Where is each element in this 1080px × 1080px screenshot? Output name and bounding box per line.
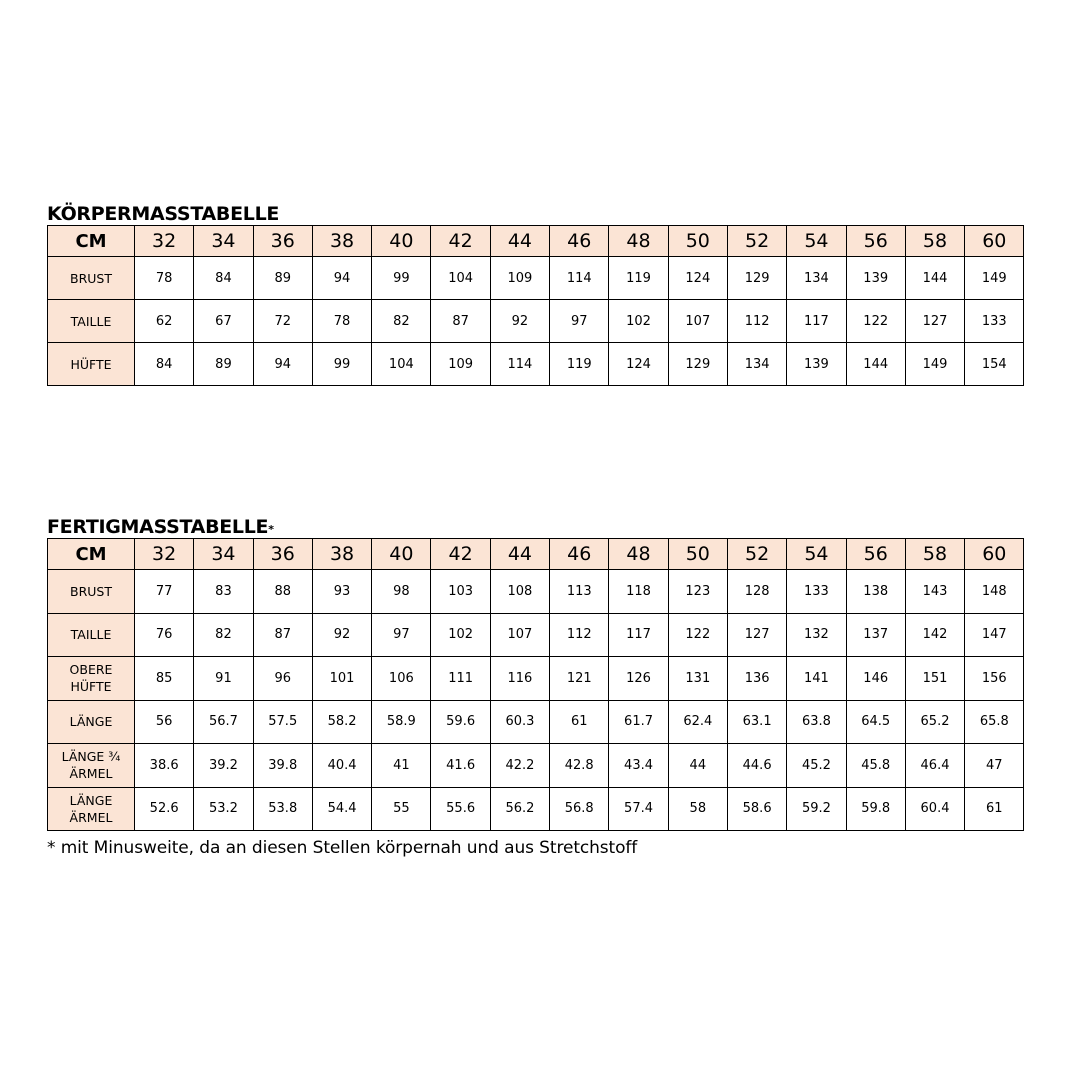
size-header-cell: 36 xyxy=(253,539,312,570)
size-header-cell: 44 xyxy=(490,226,549,257)
row-label-line: LÄNGE xyxy=(69,714,113,730)
size-header-cell: 46 xyxy=(550,226,609,257)
measurement-cell: 119 xyxy=(609,257,668,300)
measurement-cell: 61 xyxy=(965,787,1024,831)
measurement-cell: 148 xyxy=(965,570,1024,614)
measurement-cell: 61.7 xyxy=(609,700,668,744)
size-header-cell: 52 xyxy=(727,539,786,570)
measurement-cell: 124 xyxy=(609,343,668,386)
measurement-cell: 39.8 xyxy=(253,744,312,788)
measurement-cell: 147 xyxy=(965,613,1024,657)
measurement-cell: 102 xyxy=(431,613,490,657)
measurement-cell: 144 xyxy=(846,343,905,386)
measurement-cell: 53.2 xyxy=(194,787,253,831)
measurement-cell: 45.2 xyxy=(787,744,846,788)
measurement-cell: 62.4 xyxy=(668,700,727,744)
size-header-cell: 52 xyxy=(727,226,786,257)
size-header-cell: 34 xyxy=(194,539,253,570)
measurement-cell: 132 xyxy=(787,613,846,657)
measurement-cell: 136 xyxy=(727,657,786,701)
measurement-cell: 112 xyxy=(727,300,786,343)
measurement-cell: 43.4 xyxy=(609,744,668,788)
measurement-cell: 38.6 xyxy=(135,744,194,788)
measurement-cell: 127 xyxy=(905,300,964,343)
measurement-cell: 118 xyxy=(609,570,668,614)
measurement-cell: 82 xyxy=(194,613,253,657)
size-header-cell: 54 xyxy=(787,226,846,257)
table-header-row xyxy=(48,539,1024,570)
measurement-cell: 97 xyxy=(372,613,431,657)
measurement-cell: 58.9 xyxy=(372,700,431,744)
size-header-cell: 60 xyxy=(965,226,1024,257)
row-label-line: TAILLE xyxy=(70,627,112,643)
measurement-cell: 134 xyxy=(787,257,846,300)
measurement-cell: 107 xyxy=(668,300,727,343)
size-header-cell: 44 xyxy=(490,539,549,570)
measurement-cell: 59.2 xyxy=(787,787,846,831)
measurement-cell: 137 xyxy=(846,613,905,657)
measurement-cell: 72 xyxy=(253,300,312,343)
measurement-cell: 85 xyxy=(135,657,194,701)
measurement-cell: 63.1 xyxy=(727,700,786,744)
measurement-cell: 54.4 xyxy=(312,787,371,831)
size-header-cell: 42 xyxy=(431,539,490,570)
measurement-cell: 83 xyxy=(194,570,253,614)
measurement-cell: 117 xyxy=(609,613,668,657)
measurement-cell: 88 xyxy=(253,570,312,614)
measurement-cell: 76 xyxy=(135,613,194,657)
measurement-cell: 133 xyxy=(787,570,846,614)
garment-measurements-section xyxy=(47,516,1024,831)
measurement-cell: 122 xyxy=(668,613,727,657)
measurement-cell: 92 xyxy=(490,300,549,343)
measurement-cell: 65.2 xyxy=(905,700,964,744)
measurement-cell: 60.4 xyxy=(905,787,964,831)
size-header-cell: 50 xyxy=(668,226,727,257)
measurement-cell: 114 xyxy=(550,257,609,300)
garment-table-title xyxy=(47,516,1024,538)
measurement-cell: 60.3 xyxy=(490,700,549,744)
measurement-cell: 40.4 xyxy=(312,744,371,788)
measurement-cell: 89 xyxy=(194,343,253,386)
measurement-cell: 91 xyxy=(194,657,253,701)
size-header-cell: 60 xyxy=(965,539,1024,570)
measurement-cell: 129 xyxy=(668,343,727,386)
measurement-cell: 59.8 xyxy=(846,787,905,831)
measurement-cell: 55 xyxy=(372,787,431,831)
measurement-cell: 62 xyxy=(135,300,194,343)
size-header-cell: 40 xyxy=(372,226,431,257)
measurement-cell: 112 xyxy=(550,613,609,657)
measurement-cell: 44.6 xyxy=(727,744,786,788)
table-header-row xyxy=(48,226,1024,257)
table-row xyxy=(48,343,1024,386)
measurement-cell: 101 xyxy=(312,657,371,701)
table-row xyxy=(48,744,1024,788)
measurement-cell: 149 xyxy=(965,257,1024,300)
measurement-cell: 109 xyxy=(431,343,490,386)
measurement-cell: 41 xyxy=(372,744,431,788)
row-label-line: ÄRMEL xyxy=(69,809,113,825)
measurement-cell: 134 xyxy=(727,343,786,386)
measurement-cell: 97 xyxy=(550,300,609,343)
measurement-cell: 143 xyxy=(905,570,964,614)
measurement-cell: 92 xyxy=(312,613,371,657)
measurement-cell: 96 xyxy=(253,657,312,701)
table-row xyxy=(48,700,1024,744)
measurement-cell: 94 xyxy=(312,257,371,300)
measurement-cell: 87 xyxy=(253,613,312,657)
table-row xyxy=(48,257,1024,300)
measurement-cell: 128 xyxy=(727,570,786,614)
measurement-cell: 131 xyxy=(668,657,727,701)
measurement-cell: 55.6 xyxy=(431,787,490,831)
measurement-cell: 126 xyxy=(609,657,668,701)
measurement-cell: 108 xyxy=(490,570,549,614)
measurement-cell: 102 xyxy=(609,300,668,343)
measurement-cell: 127 xyxy=(727,613,786,657)
measurement-cell: 58.6 xyxy=(727,787,786,831)
measurement-cell: 109 xyxy=(490,257,549,300)
measurement-cell: 107 xyxy=(490,613,549,657)
size-header-cell: 46 xyxy=(550,539,609,570)
body-measurements-table xyxy=(47,225,1024,386)
measurement-cell: 42.8 xyxy=(550,744,609,788)
table-row xyxy=(48,300,1024,343)
measurement-cell: 146 xyxy=(846,657,905,701)
size-header-cell: 54 xyxy=(787,539,846,570)
garment-measurements-table xyxy=(47,538,1024,831)
measurement-cell: 39.2 xyxy=(194,744,253,788)
row-label-line: HÜFTE xyxy=(70,679,112,695)
measurement-cell: 139 xyxy=(846,257,905,300)
measurement-cell: 114 xyxy=(490,343,549,386)
size-header-cell: 40 xyxy=(372,539,431,570)
measurement-cell: 138 xyxy=(846,570,905,614)
row-label-cell xyxy=(48,787,135,831)
measurement-cell: 47 xyxy=(965,744,1024,788)
measurement-cell: 151 xyxy=(905,657,964,701)
size-header-cell: 58 xyxy=(905,226,964,257)
measurement-cell: 149 xyxy=(905,343,964,386)
measurement-cell: 59.6 xyxy=(431,700,490,744)
measurement-cell: 65.8 xyxy=(965,700,1024,744)
measurement-cell: 121 xyxy=(550,657,609,701)
measurement-cell: 89 xyxy=(253,257,312,300)
size-header-cell: 48 xyxy=(609,539,668,570)
measurement-cell: 61 xyxy=(550,700,609,744)
measurement-cell: 156 xyxy=(965,657,1024,701)
measurement-cell: 104 xyxy=(431,257,490,300)
measurement-cell: 99 xyxy=(372,257,431,300)
row-label-line: BRUST xyxy=(70,583,112,599)
measurement-cell: 87 xyxy=(431,300,490,343)
body-table-title: KÖRPERMASSTABELLE xyxy=(47,203,280,225)
table-row xyxy=(48,787,1024,831)
measurement-cell: 129 xyxy=(727,257,786,300)
footnote: * mit Minusweite, da an diesen Stellen körpernah und aus Stretchstoff xyxy=(47,838,638,858)
size-header-cell: 38 xyxy=(312,226,371,257)
measurement-cell: 58.2 xyxy=(312,700,371,744)
measurement-cell: 103 xyxy=(431,570,490,614)
size-header-cell: 34 xyxy=(194,226,253,257)
measurement-cell: 77 xyxy=(135,570,194,614)
measurement-cell: 78 xyxy=(312,300,371,343)
row-label-line: ÄRMEL xyxy=(69,766,113,782)
measurement-cell: 63.8 xyxy=(787,700,846,744)
size-header-cell: 56 xyxy=(846,539,905,570)
measurement-cell: 58 xyxy=(668,787,727,831)
size-header-cell: 48 xyxy=(609,226,668,257)
measurement-cell: 94 xyxy=(253,343,312,386)
body-measurements-section xyxy=(47,203,1024,386)
measurement-cell: 78 xyxy=(135,257,194,300)
row-label-cell xyxy=(48,570,135,614)
measurement-cell: 56.2 xyxy=(490,787,549,831)
unit-header-cell: CM xyxy=(48,539,135,570)
measurement-cell: 67 xyxy=(194,300,253,343)
size-header-cell: 38 xyxy=(312,539,371,570)
measurement-cell: 57.5 xyxy=(253,700,312,744)
measurement-cell: 144 xyxy=(905,257,964,300)
row-label-cell xyxy=(48,744,135,788)
measurement-cell: 42.2 xyxy=(490,744,549,788)
measurement-cell: 44 xyxy=(668,744,727,788)
table-row xyxy=(48,613,1024,657)
measurement-cell: 93 xyxy=(312,570,371,614)
measurement-cell: 41.6 xyxy=(431,744,490,788)
measurement-cell: 56.8 xyxy=(550,787,609,831)
size-header-cell: 36 xyxy=(253,226,312,257)
measurement-cell: 116 xyxy=(490,657,549,701)
row-label-cell: HÜFTE xyxy=(48,343,135,386)
measurement-cell: 124 xyxy=(668,257,727,300)
measurement-cell: 122 xyxy=(846,300,905,343)
measurement-cell: 64.5 xyxy=(846,700,905,744)
row-label-cell xyxy=(48,613,135,657)
measurement-cell: 98 xyxy=(372,570,431,614)
measurement-cell: 133 xyxy=(965,300,1024,343)
measurement-cell: 119 xyxy=(550,343,609,386)
measurement-cell: 56.7 xyxy=(194,700,253,744)
row-label-line: OBERE xyxy=(69,662,113,678)
measurement-cell: 84 xyxy=(194,257,253,300)
measurement-cell: 56 xyxy=(135,700,194,744)
measurement-cell: 104 xyxy=(372,343,431,386)
measurement-cell: 117 xyxy=(787,300,846,343)
measurement-cell: 113 xyxy=(550,570,609,614)
title-footnote-mark: * xyxy=(268,523,274,536)
row-label-cell: TAILLE xyxy=(48,300,135,343)
measurement-cell: 99 xyxy=(312,343,371,386)
measurement-cell: 84 xyxy=(135,343,194,386)
garment-table-title-text: FERTIGMASSTABELLE xyxy=(47,516,269,538)
table-row xyxy=(48,657,1024,701)
size-header-cell: 50 xyxy=(668,539,727,570)
measurement-cell: 52.6 xyxy=(135,787,194,831)
measurement-cell: 139 xyxy=(787,343,846,386)
measurement-cell: 106 xyxy=(372,657,431,701)
size-header-cell: 32 xyxy=(135,226,194,257)
measurement-cell: 111 xyxy=(431,657,490,701)
size-header-cell: 58 xyxy=(905,539,964,570)
row-label-line: LÄNGE ¾ xyxy=(61,749,121,765)
row-label-cell xyxy=(48,700,135,744)
row-label-cell: BRUST xyxy=(48,257,135,300)
size-header-cell: 42 xyxy=(431,226,490,257)
measurement-cell: 57.4 xyxy=(609,787,668,831)
size-header-cell: 56 xyxy=(846,226,905,257)
measurement-cell: 82 xyxy=(372,300,431,343)
measurement-cell: 154 xyxy=(965,343,1024,386)
size-header-cell: 32 xyxy=(135,539,194,570)
measurement-cell: 141 xyxy=(787,657,846,701)
unit-header-cell: CM xyxy=(48,226,135,257)
measurement-cell: 142 xyxy=(905,613,964,657)
row-label-line: LÄNGE xyxy=(69,792,113,808)
measurement-cell: 53.8 xyxy=(253,787,312,831)
measurement-cell: 46.4 xyxy=(905,744,964,788)
measurement-cell: 123 xyxy=(668,570,727,614)
measurement-cell: 45.8 xyxy=(846,744,905,788)
table-row xyxy=(48,570,1024,614)
row-label-cell xyxy=(48,657,135,701)
